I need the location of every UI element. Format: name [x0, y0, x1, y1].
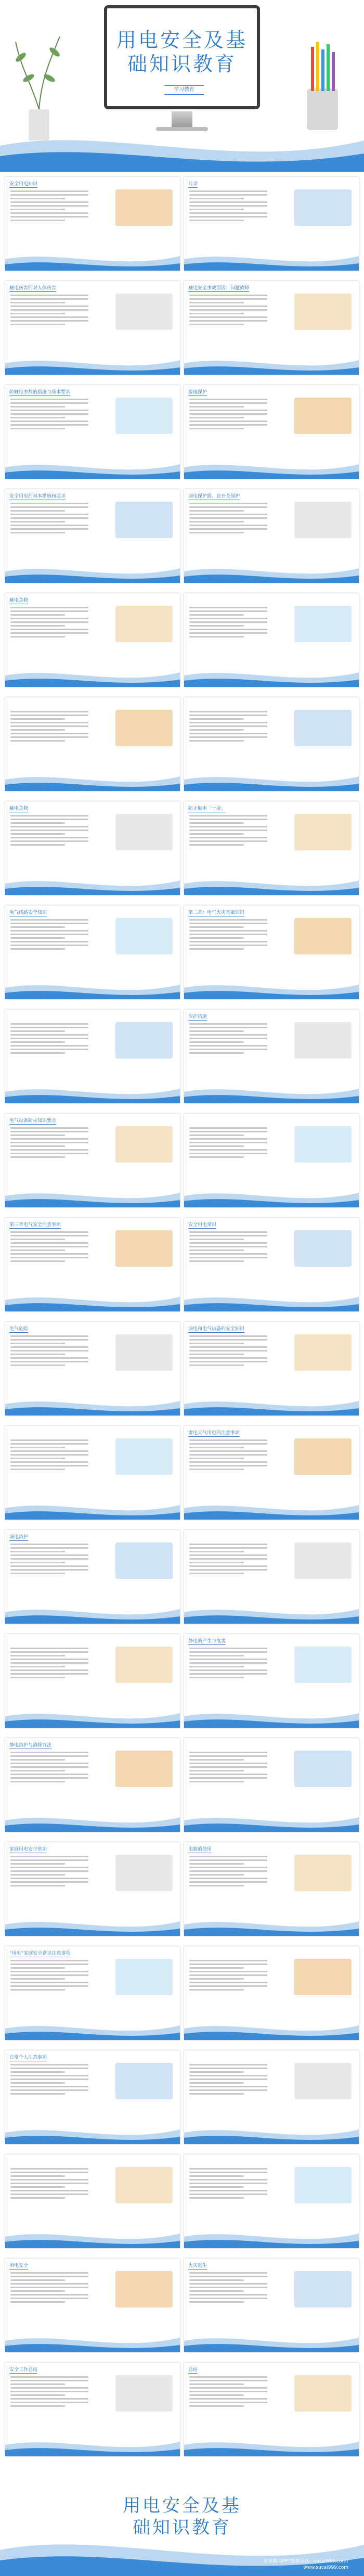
slide-thumbnail[interactable]: [5, 1738, 180, 1832]
slide-illustration: [115, 918, 173, 954]
slide-body-text: [10, 503, 88, 535]
slide-wave: [5, 1603, 180, 1624]
slide-illustration: [294, 1334, 352, 1371]
slide-illustration: [115, 1230, 173, 1267]
slide-body-text: [189, 711, 267, 744]
slide-illustration: [115, 294, 173, 330]
slide-body-text: [10, 2168, 88, 2201]
slide-thumbnail[interactable]: [5, 1530, 180, 1624]
slide-title: 漏电防护: [9, 1533, 28, 1541]
slide-wave: [184, 2123, 359, 2144]
slide-wave: [184, 2435, 359, 2456]
slide-thumbnail[interactable]: [184, 801, 359, 895]
slide-wave: [5, 1811, 180, 1832]
slide-title: 火灾逃生: [188, 2262, 207, 2269]
slide-thumbnail[interactable]: [184, 2259, 359, 2352]
slide-illustration: [115, 2375, 173, 2412]
slide-illustration: [115, 1855, 173, 1891]
slide-wave: [184, 978, 359, 999]
slide-body-text: [189, 190, 267, 223]
slide-title: 电气设备防火知识要点: [9, 1117, 56, 1125]
slide-wave: [184, 562, 359, 583]
slide-title: 安全工作总结: [9, 2366, 37, 2374]
slide-wave: [5, 874, 180, 895]
slide-title: 漏电和电气设备的安全知识: [188, 1325, 244, 1333]
slide-illustration: [294, 606, 352, 642]
slide-body-text: [189, 1439, 267, 1472]
slide-illustration: [115, 1959, 173, 1995]
slide-thumbnail[interactable]: [5, 489, 180, 583]
slide-body-text: [10, 295, 88, 327]
slide-thumbnail[interactable]: [5, 906, 180, 999]
slide-body-text: [10, 399, 88, 431]
slide-thumbnail[interactable]: [5, 177, 180, 271]
slide-body-text: [10, 1960, 88, 1993]
slide-wave: [184, 2227, 359, 2248]
slide-body-text: [189, 2272, 267, 2305]
slide-thumbnail[interactable]: [184, 1010, 359, 1103]
slide-thumbnail[interactable]: [5, 2050, 180, 2144]
slide-thumbnail[interactable]: [184, 593, 359, 687]
slide-wave: [5, 770, 180, 791]
slide-wave: [184, 666, 359, 687]
slide-wave: [5, 1082, 180, 1103]
slide-thumbnail[interactable]: [5, 801, 180, 895]
slide-illustration: [294, 1855, 352, 1891]
slide-title: 防触电事故的措施与基本要求: [9, 388, 70, 396]
slide-wave: [5, 1187, 180, 1207]
slide-body-text: [189, 2168, 267, 2201]
slide-wave: [184, 1915, 359, 1936]
slide-title: 第三章电气安全注意事项: [9, 1221, 61, 1229]
slide-thumbnail[interactable]: [184, 489, 359, 583]
slide-illustration: [294, 918, 352, 954]
slide-title: 接地保护: [188, 388, 207, 396]
slide-wave: [184, 1187, 359, 1207]
slide-thumbnail[interactable]: [184, 697, 359, 791]
slide-illustration: [115, 1542, 173, 1579]
slide-body-text: [10, 2272, 88, 2305]
slide-thumbnail[interactable]: [5, 1114, 180, 1207]
slide-illustration: [115, 1126, 173, 1163]
slide-thumbnail[interactable]: [184, 1634, 359, 1728]
slide-body-text: [189, 1127, 267, 1160]
slide-wave: [184, 1395, 359, 1415]
slide-thumbnail[interactable]: [184, 1530, 359, 1624]
slide-title: 静电防护与消除方法: [9, 1741, 51, 1749]
slide-body-text: [10, 815, 88, 848]
slide-body-text: [10, 1439, 88, 1472]
slide-illustration: [294, 1126, 352, 1163]
slide-thumbnail[interactable]: [5, 1322, 180, 1415]
slide-wave: [5, 2435, 180, 2456]
slide-body-text: [10, 2376, 88, 2409]
slide-wave: [184, 1603, 359, 1624]
slide-illustration: [294, 710, 352, 746]
slide-illustration: [294, 1230, 352, 1267]
slide-wave: [5, 978, 180, 999]
slide-illustration: [115, 2063, 173, 2099]
cover-subtitle: 学习教育: [164, 85, 204, 95]
slide-body-text: [189, 919, 267, 952]
end-slide: [0, 2488, 364, 2576]
slide-title: 触电安全事故原因：问题故障: [188, 284, 249, 292]
slide-wave: [5, 1499, 180, 1520]
slide-title: 防止触电「十要」: [188, 805, 226, 812]
slide-title: 家庭用电安全常识: [9, 1845, 47, 1853]
slide-thumbnail[interactable]: [184, 1426, 359, 1520]
slide-thumbnail[interactable]: [5, 2363, 180, 2456]
slide-body-text: [189, 1544, 267, 1576]
credit-text: 更多精品PPT资源尽在—sucai999.com! www.sucai999.com: [263, 2559, 348, 2570]
slide-body-text: [189, 1231, 267, 1264]
cover-slide: [0, 0, 364, 172]
slide-illustration: [294, 1542, 352, 1579]
slide-title: 触电急救: [9, 596, 28, 604]
pencil-cup-illustration: [296, 31, 348, 135]
slide-body-text: [10, 607, 88, 640]
slide-body-text: [10, 1544, 88, 1576]
slide-wave: [184, 1707, 359, 1728]
slide-body-text: [189, 1752, 267, 1784]
slide-wave: [184, 2019, 359, 2040]
slide-wave: [5, 458, 180, 479]
slide-wave: [5, 2019, 180, 2040]
slide-thumbnail[interactable]: [184, 385, 359, 479]
slide-wave: [184, 770, 359, 791]
slide-illustration: [115, 814, 173, 850]
slide-wave: [5, 562, 180, 583]
slide-wave: [184, 1291, 359, 1311]
slide-title: 日常个人注意事项: [9, 2054, 47, 2061]
slide-thumbnail[interactable]: [184, 2363, 359, 2456]
slide-title: 保护措施: [188, 1013, 207, 1021]
slide-illustration: [115, 1751, 173, 1787]
slide-illustration: [294, 502, 352, 538]
slide-wave: [5, 2331, 180, 2352]
slide-illustration: [294, 1022, 352, 1059]
slide-title: “用电”家庭安全常识注意事项: [9, 1949, 70, 1957]
slide-body-text: [189, 503, 267, 535]
slide-body-text: [189, 2376, 267, 2409]
slide-illustration: [115, 398, 173, 434]
slide-wave: [184, 1811, 359, 1832]
slide-thumbnail[interactable]: [184, 281, 359, 375]
slide-wave: [5, 2123, 180, 2144]
slide-thumbnail[interactable]: [5, 1426, 180, 1520]
slide-illustration: [294, 189, 352, 226]
slide-thumbnail[interactable]: [184, 906, 359, 999]
slide-wave: [5, 1707, 180, 1728]
slide-title: 电器的使用: [188, 1845, 212, 1853]
slide-title: 触电伤害的对人体伤害: [9, 284, 56, 292]
slide-illustration: [115, 1647, 173, 1683]
slide-wave: [184, 2331, 359, 2352]
end-title: 用电安全及基 础知识教育: [123, 2495, 241, 2538]
slide-title: 触电急救: [9, 805, 28, 812]
slide-title: 安全用电知识: [9, 180, 37, 188]
slide-wave: [5, 1291, 180, 1311]
slide-body-text: [189, 2064, 267, 2097]
slide-body-text: [10, 1856, 88, 1889]
slide-thumbnail[interactable]: [184, 177, 359, 271]
slide-title: 用电安全: [9, 2262, 28, 2269]
slide-illustration: [294, 294, 352, 330]
monitor-frame: [104, 5, 260, 109]
slide-thumbnail[interactable]: [184, 1218, 359, 1311]
slide-body-text: [10, 919, 88, 952]
slide-thumbnail[interactable]: [184, 1322, 359, 1415]
slide-illustration: [294, 814, 352, 850]
slide-body-text: [10, 1648, 88, 1680]
slide-wave: [5, 1395, 180, 1415]
slide-illustration: [294, 398, 352, 434]
slide-title: 电气危险: [9, 1325, 28, 1333]
slide-body-text: [189, 1856, 267, 1889]
slide-body-text: [10, 1752, 88, 1784]
slide-illustration: [115, 2167, 173, 2203]
slide-wave: [5, 250, 180, 271]
slide-illustration: [115, 710, 173, 746]
slide-body-text: [10, 1127, 88, 1160]
slide-wave: [5, 1915, 180, 1936]
slide-thumbnail[interactable]: [184, 1738, 359, 1832]
slide-body-text: [189, 399, 267, 431]
slide-illustration: [115, 1438, 173, 1475]
slide-wave: [5, 666, 180, 687]
slide-illustration: [294, 2375, 352, 2412]
slide-thumbnail[interactable]: [184, 1842, 359, 1936]
slide-thumbnail[interactable]: [184, 2154, 359, 2248]
slide-title: 总结: [188, 2366, 198, 2374]
slide-body-text: [189, 815, 267, 848]
slide-thumbnail[interactable]: [5, 593, 180, 687]
slide-thumbnail[interactable]: [5, 1842, 180, 1936]
slide-illustration: [294, 1751, 352, 1787]
slide-body-text: [10, 1231, 88, 1264]
slide-body-text: [189, 607, 267, 640]
slide-thumbnail[interactable]: [5, 697, 180, 791]
slide-illustration: [294, 2167, 352, 2203]
slide-title: 漏电保护器、总开关保护: [188, 492, 240, 500]
slide-illustration: [115, 502, 173, 538]
slide-body-text: [189, 1023, 267, 1056]
slide-wave: [5, 354, 180, 375]
slide-wave: [5, 2227, 180, 2248]
slide-thumbnail[interactable]: [5, 1634, 180, 1728]
slide-body-text: [10, 190, 88, 223]
slide-thumbnail[interactable]: [5, 281, 180, 375]
cover-title: 用电安全及基 础知识教育: [116, 29, 248, 75]
slide-body-text: [10, 711, 88, 744]
slide-body-text: [189, 1335, 267, 1368]
slide-illustration: [294, 2063, 352, 2099]
slide-thumbnail[interactable]: [184, 1946, 359, 2040]
slide-body-text: [189, 295, 267, 327]
slide-illustration: [115, 189, 173, 226]
slide-title: 静电的产生与危害: [188, 1637, 226, 1645]
slide-title: 安全用电的基本措施和要求: [9, 492, 66, 500]
slide-illustration: [115, 606, 173, 642]
slide-illustration: [115, 2271, 173, 2307]
slide-title: 雷电天气用电的注意事项: [188, 1429, 240, 1437]
slide-illustration: [115, 1022, 173, 1059]
slide-illustration: [294, 1647, 352, 1683]
slide-thumbnail[interactable]: [5, 1218, 180, 1311]
slide-illustration: [115, 1334, 173, 1371]
slide-thumbnail[interactable]: [184, 2050, 359, 2144]
slide-illustration: [294, 1959, 352, 1995]
slide-body-text: [10, 1023, 88, 1056]
slide-wave: [184, 1082, 359, 1103]
slide-title: 电气线路安全知识: [9, 909, 47, 916]
slide-illustration: [294, 2271, 352, 2307]
slide-wave: [184, 250, 359, 271]
slide-thumbnail[interactable]: [5, 2259, 180, 2352]
cover-wave: [0, 125, 364, 172]
slide-thumbnail[interactable]: [184, 1114, 359, 1207]
slide-wave: [184, 874, 359, 895]
slide-title: 目录: [188, 180, 198, 188]
slide-thumbnail[interactable]: [5, 2154, 180, 2248]
slide-title: 第二章：电气火灾基础知识: [188, 909, 244, 916]
slide-wave: [184, 1499, 359, 1520]
slide-illustration: [294, 1438, 352, 1475]
slide-body-text: [10, 1335, 88, 1368]
slide-wave: [184, 458, 359, 479]
slide-body-text: [189, 1648, 267, 1680]
slide-thumbnail[interactable]: [5, 1946, 180, 2040]
slide-wave: [184, 354, 359, 375]
slide-body-text: [189, 1960, 267, 1993]
slide-thumbnail[interactable]: [5, 1010, 180, 1103]
slide-body-text: [10, 2064, 88, 2097]
slide-thumbnail[interactable]: [5, 385, 180, 479]
slide-title: 安全用电常识: [188, 1221, 216, 1229]
